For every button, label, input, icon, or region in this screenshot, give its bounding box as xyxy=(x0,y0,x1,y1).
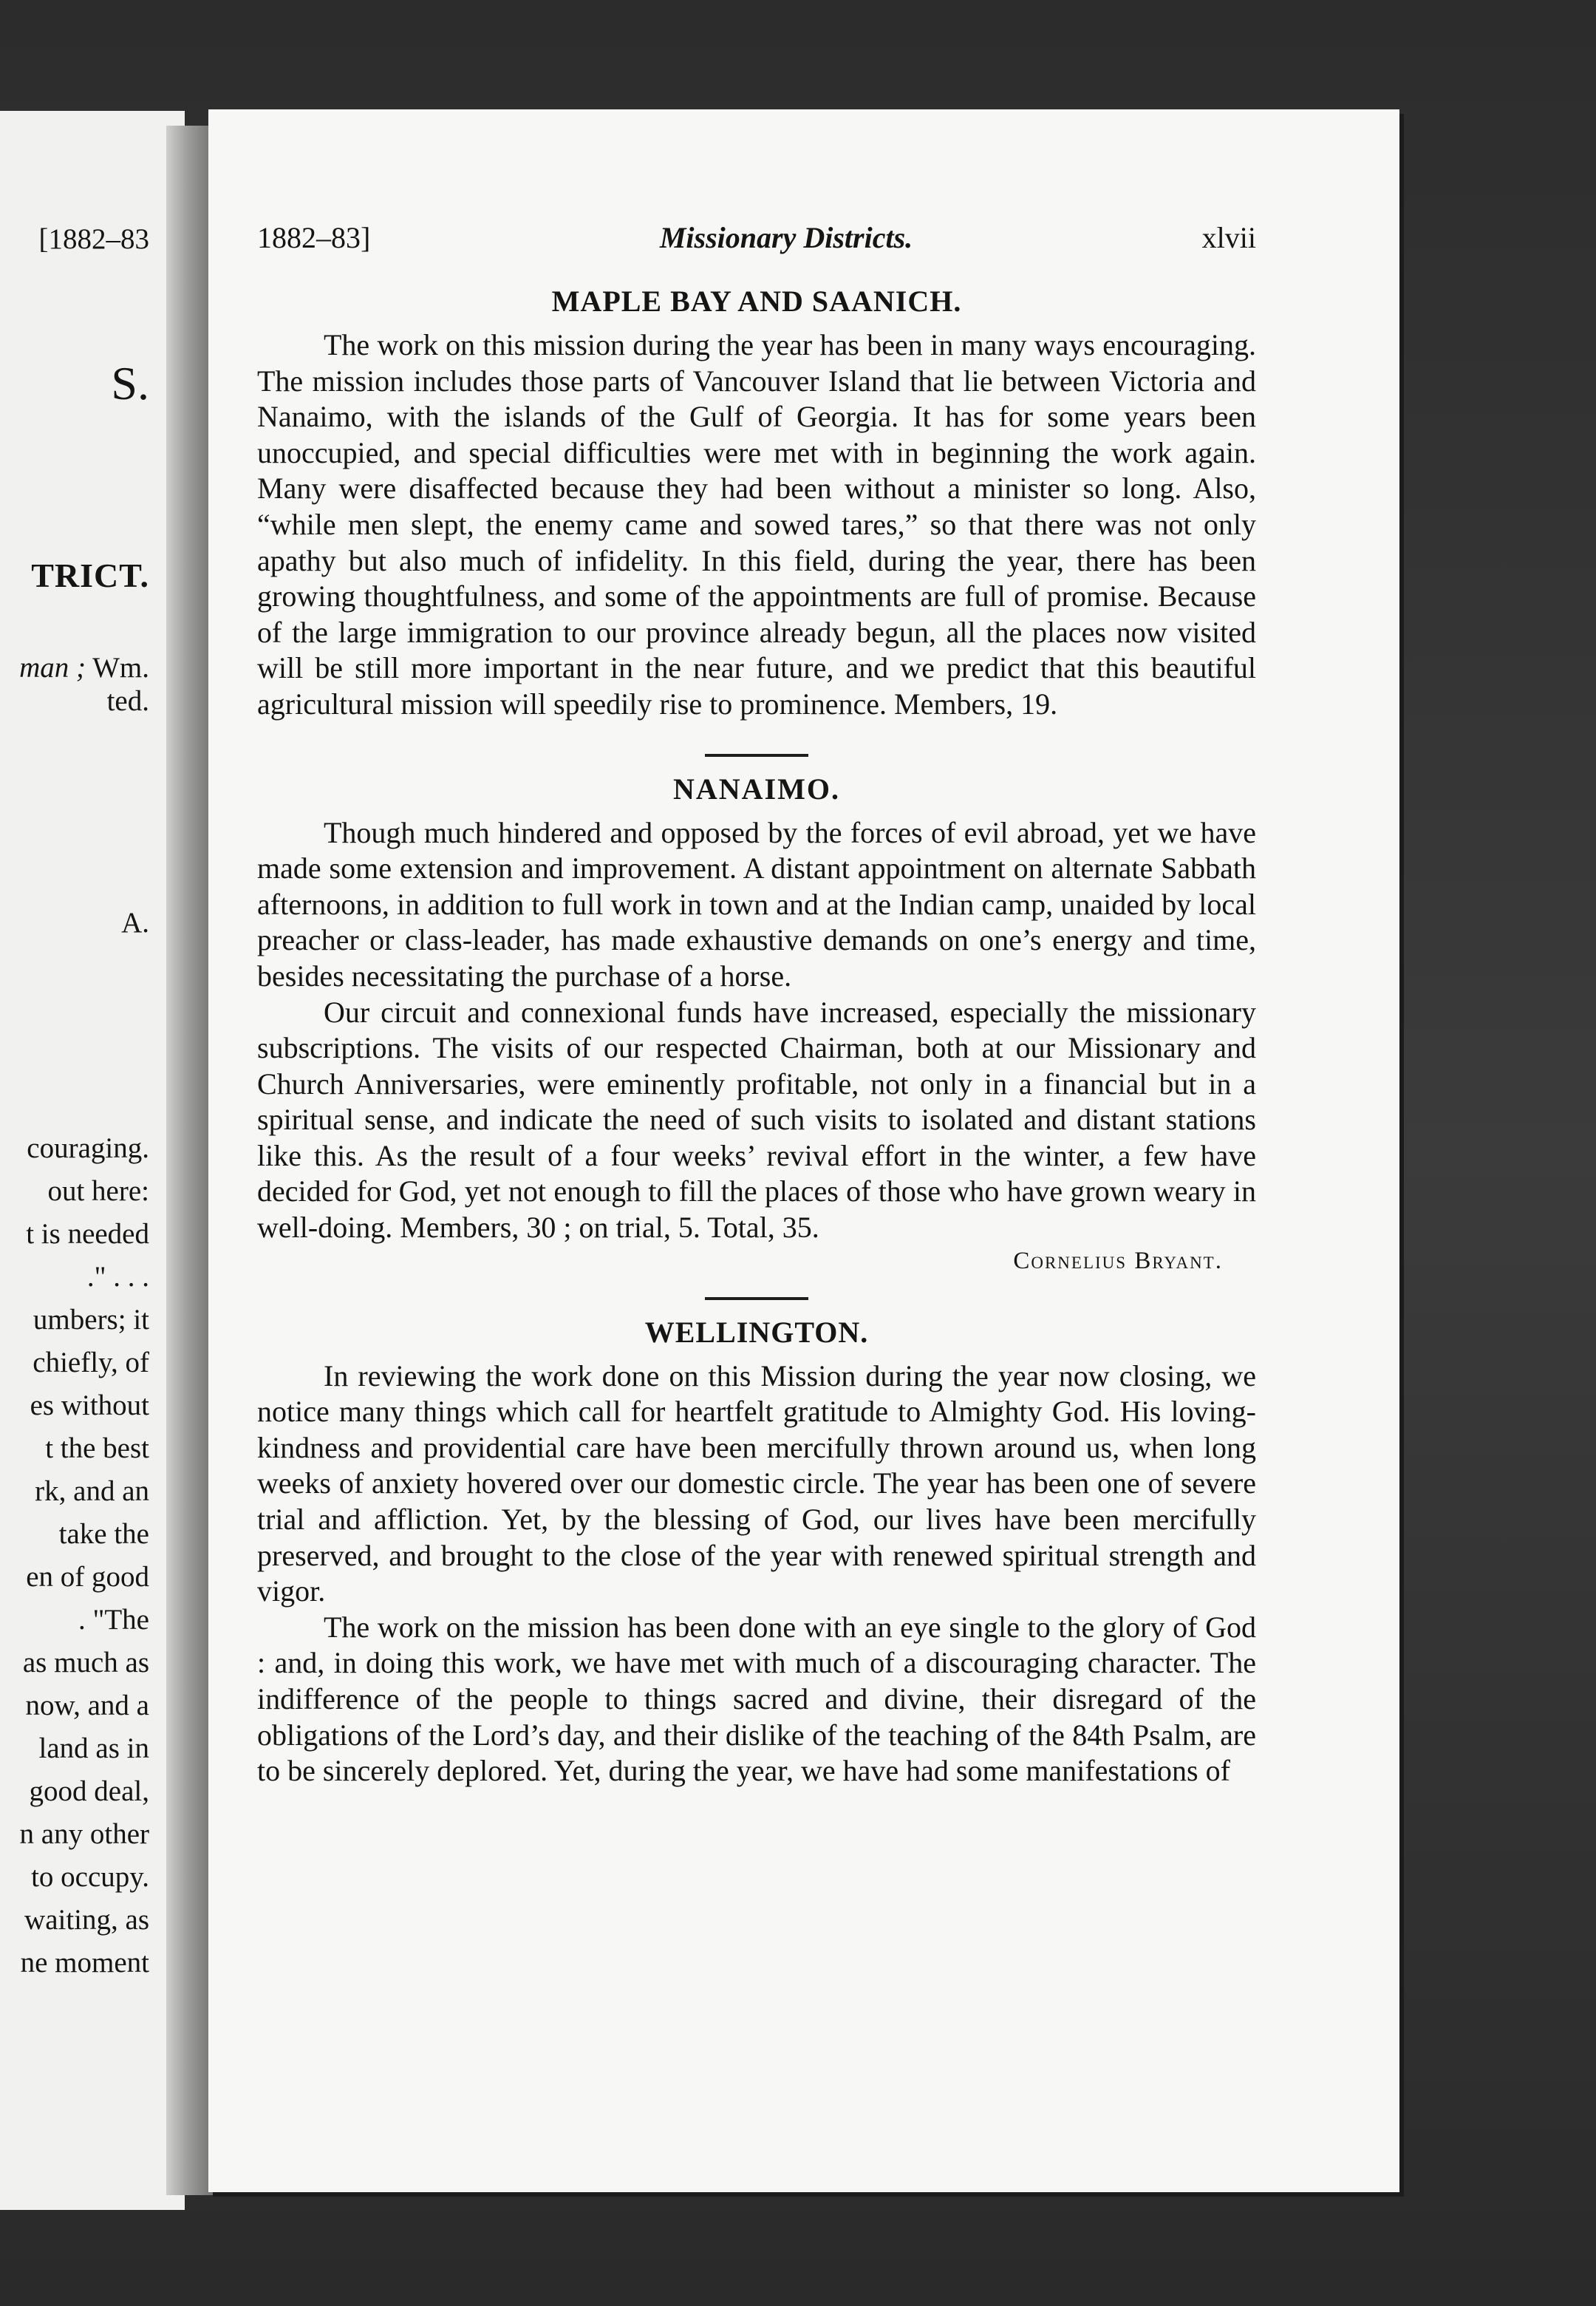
left-page-fragment: as much as xyxy=(22,1647,149,1679)
main-page xyxy=(208,109,1399,2192)
left-page-fragment: ne moment xyxy=(20,1947,149,1979)
left-page-fragment: TRICT. xyxy=(31,557,149,594)
section-paragraph: The work on the mission has been done with an eye single to the glory of God : and, in doing this work, we have met with much of a discouraging character. The indifference of the people to things sacred and divine, their disregard of the obligations of the Lord’s day, and their dislike of the teaching of the 84th Psalm, are to be sincerely deplored. Yet, during the year, we have had some manifestations of xyxy=(257,1610,1256,1788)
left-page-fragment: land as in xyxy=(38,1732,149,1764)
header-year: 1882–83] xyxy=(257,221,371,254)
left-page-fragment: [1882–83 xyxy=(38,223,149,255)
left-page-fragment: now, and a xyxy=(25,1690,149,1721)
section-paragraph: In reviewing the work done on this Mission during the year now closing, we notice many things which call for heartfelt gratitude to Almighty God. His loving-kindness and providential care have been mercifully thrown around us, when long weeks of anxiety hovered over our domestic circle. The year has been one of severe trial and affliction. Yet, by the blessing of God, our lives have been mercifully preserved, and brought to the close of the year with renewed spiritual strength and vigor. xyxy=(257,1358,1256,1608)
running-header xyxy=(257,220,1256,279)
header-title: Missionary Districts. xyxy=(659,221,913,254)
section-paragraph: Our circuit and connexional funds have increased, especially the missionary subscriptions. The visits of our respected Chairman, both at our Missionary and Church Anniversaries, were eminently profitable, not only in a financial but in a spiritual sense, and indicate the need of such visits to isolated and distant stations like this. As the result of a four weeks’ revival effort in the winter, a few have decided for God, yet not enough to fill the places of those who have grown weary in well-doing. Members, 30 ; on trial, 5. Total, 35. xyxy=(257,995,1256,1245)
left-page-fragment: take the xyxy=(58,1518,149,1550)
left-page-fragment: A. xyxy=(121,907,149,939)
left-page-fragment: S. xyxy=(111,357,149,409)
section-divider xyxy=(705,1297,808,1300)
left-page-fragment: ted. xyxy=(106,685,149,717)
section-paragraph: Though much hindered and opposed by the forces of evil abroad, yet we have made some extension and improvement. A distant appointment on alternate Sabbath afternoons, in addition to full work in town and at the Indian camp, unaided by local preacher or class-leader, has made exhaustive demands on one’s energy and time, besides necessitating the purchase of a horse. xyxy=(257,815,1256,993)
left-page-fragment: out here: xyxy=(47,1175,149,1207)
left-page-fragment-italic: man ; xyxy=(19,652,86,684)
left-page-fragment: waiting, as xyxy=(24,1904,149,1936)
left-page-fragment xyxy=(19,650,149,686)
left-page-fragment: to occupy. xyxy=(31,1861,149,1893)
section-divider xyxy=(705,754,808,757)
left-page-fragment: ." . . . xyxy=(86,1261,149,1293)
left-page-fragment: couraging. xyxy=(27,1132,149,1164)
left-page-fragment: t the best xyxy=(45,1432,149,1464)
page-text-block xyxy=(257,220,1256,1789)
left-page-fragment: en of good xyxy=(26,1561,149,1593)
section-signature: Cornelius Bryant. xyxy=(1013,1247,1223,1274)
section-paragraph: The work on this mission during the year has been in many ways encouraging. The mission includes those parts of Vancouver Island that lie between Victoria and Nanaimo, with the islands of the Gulf of Georgia. It has for some years been unoccupied, and special difficulties were met with in beginning the work again. Many were disaffected because they had been without a minister so long. Also, “while men slept, the enemy came and sowed tares,” so that there was not only apathy but also much of infidelity. In this field, during the year, there has been growing thoughtfulness, and some of the appointments are full of promise. Because of the large immigration to our province already begun, all the places now visited will be still more important in the near future, and we predict that this beautiful agricultural mission will speedily rise to prominence. Members, 19. xyxy=(257,328,1256,721)
left-page-fragment: . "The xyxy=(78,1604,149,1636)
facing-page-left xyxy=(0,111,185,2210)
left-page-fragment-tail: Wm. xyxy=(86,652,149,684)
section-title-nanaimo: NANAIMO. xyxy=(673,772,840,806)
left-page-fragment: es without xyxy=(30,1390,149,1421)
left-page-fragment: umbers; it xyxy=(33,1304,149,1336)
left-page-fragment: t is needed xyxy=(26,1218,149,1250)
section-title-wellington: WELLINGTON. xyxy=(644,1315,869,1349)
header-page-number: xlvii xyxy=(1201,221,1256,254)
section-title-maple-bay: MAPLE BAY AND SAANICH. xyxy=(551,285,962,318)
left-page-fragment: chiefly, of xyxy=(33,1347,149,1378)
left-page-fragment: good deal, xyxy=(29,1775,149,1807)
left-page-fragment: rk, and an xyxy=(35,1475,149,1507)
left-page-fragment: n any other xyxy=(19,1818,149,1850)
